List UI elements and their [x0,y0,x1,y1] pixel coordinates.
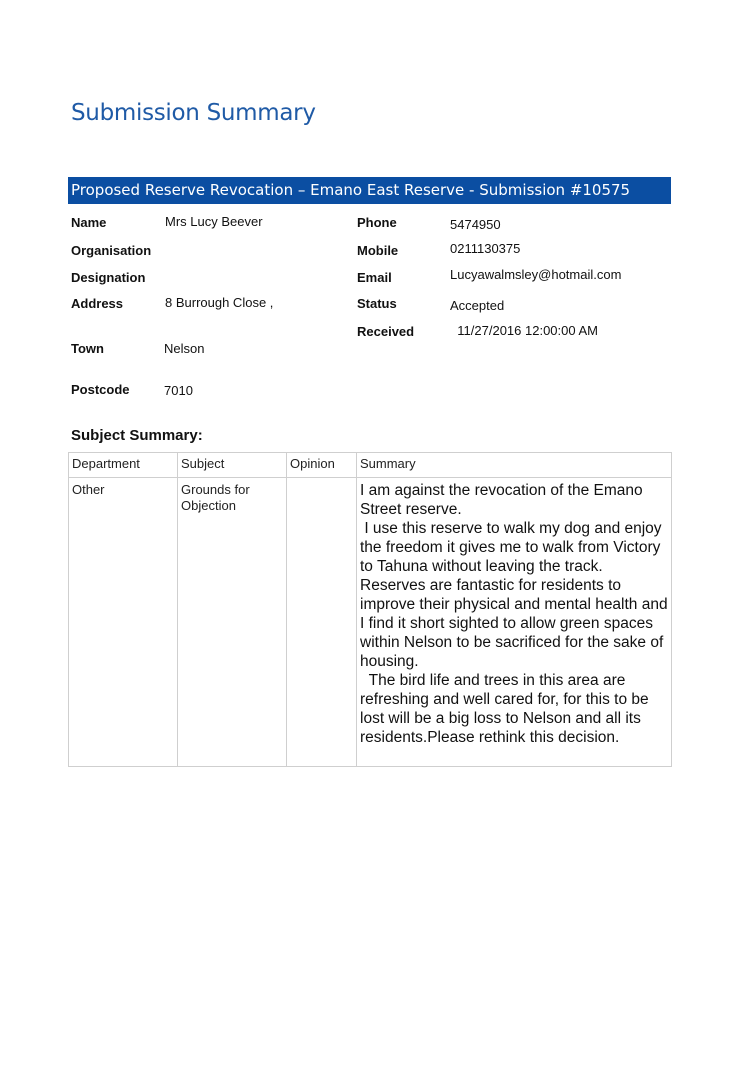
organisation-label: Organisation [71,243,152,258]
name-label: Name [71,215,107,230]
subject-summary-table [68,452,672,767]
email-value: Lucyawalmsley@hotmail.com [450,267,622,282]
phone-label: Phone [357,215,397,230]
column-header-summary: Summary [357,453,672,478]
mobile-label: Mobile [357,243,399,258]
status-label: Status [357,296,397,311]
submission-banner: Proposed Reserve Revocation – Emano East Reserve - Submission #10575 [68,177,671,204]
address-label: Address [71,296,124,311]
table-header-row [69,453,672,478]
opinion-cell [287,478,357,767]
postcode-value: 7010 [164,383,193,398]
town-value: Nelson [164,341,205,356]
subject-summary-heading: Subject Summary: [71,427,203,444]
address-value: 8 Burrough Close , [165,295,274,310]
department-cell: Other [69,478,178,767]
designation-label: Designation [71,270,146,285]
name-value: Mrs Lucy Beever [165,214,263,229]
received-value: 11/27/2016 12:00:00 AM [457,323,598,338]
page-title: Submission Summary [71,100,316,126]
column-header-opinion: Opinion [287,453,357,478]
subject-cell: Grounds for Objection [178,478,287,767]
received-label: Received [357,324,415,339]
column-header-subject: Subject [178,453,287,478]
email-label: Email [357,270,392,285]
table-row [69,478,672,767]
phone-value: 5474950 [450,217,501,232]
status-value: Accepted [450,298,505,313]
postcode-label: Postcode [71,382,130,397]
town-label: Town [71,341,104,356]
summary-cell: I am against the revocation of the Emano Street reserve. I use this reserve to walk my dog and enjoy the freedom it gives me to walk from Victory to Tahuna without leaving the track. Reserves are fantastic for residents to improve their physical and mental health and I find it short sighted to allow green spaces within Nelson to be sacrificed for the sake of housing. The bird life and trees in this area are refreshing and well cared for, for this to be lost will be a big loss to Nelson and all its residents.Please rethink this decision. [357,478,672,767]
column-header-department: Department [69,453,178,478]
mobile-value: 0211130375 [450,241,521,256]
